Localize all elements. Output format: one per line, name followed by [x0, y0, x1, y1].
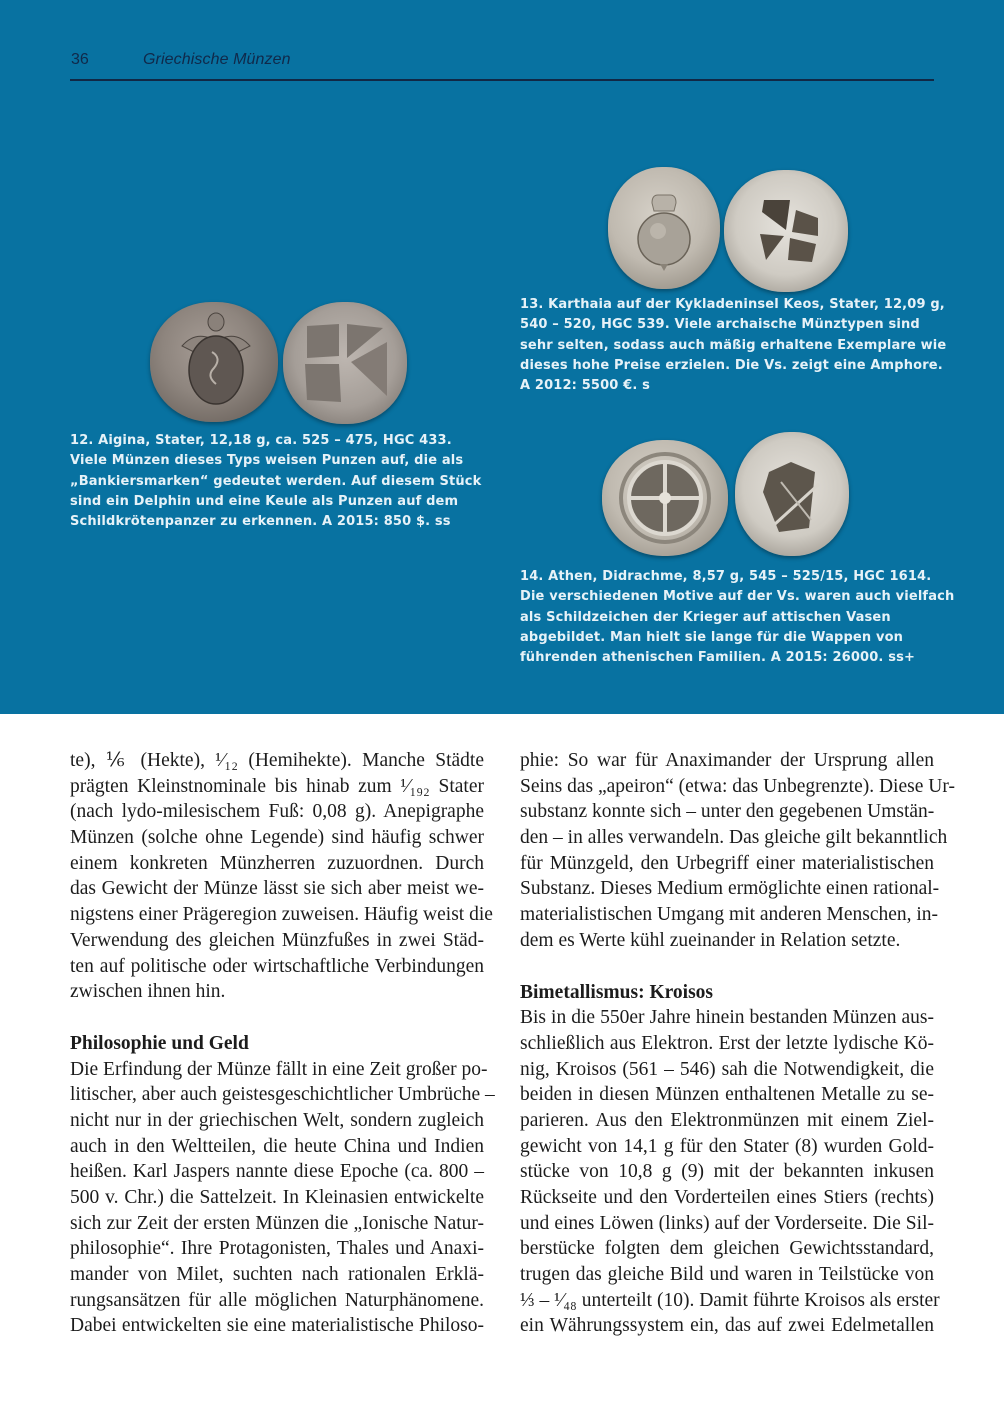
body-line: den – in alles verwandeln. Das gleiche gilt bekanntlich — [520, 827, 948, 849]
body-line: einem konkreten Münzherren zuzuordnen. Durch — [70, 852, 484, 874]
caption-line: sind ein Delphin und eine Keule als Punzen auf dem — [70, 493, 459, 509]
page-number: 36 — [71, 51, 89, 68]
body-line: materialistischen Umgang mit anderen Menschen, in- — [520, 904, 939, 926]
body-line: sich zur Zeit der ersten Münzen die „Ionische Natur- — [70, 1212, 484, 1234]
caption-line: „Bankiersmarken“ gedeutet werden. Auf diesem Stück — [70, 473, 482, 489]
right-text-column — [520, 748, 955, 1339]
caption-line: führenden athenischen Familien. A 2015: 26000. ss+ — [520, 650, 916, 666]
body-line: Die Erfindung der Münze fällt in eine Zeit großer po- — [70, 1058, 488, 1080]
paragraph-gap — [70, 1005, 484, 1031]
body-line: das Gewicht der Münze lässt sie sich aber meist we- — [70, 878, 484, 900]
body-line: parieren. Aus den Elektronmünzen mit einem Ziel- — [520, 1109, 934, 1131]
body-line: ein Währungssystem ein, das auf zwei Edelmetallen — [520, 1315, 934, 1337]
caption-line: Die verschiedenen Motive auf der Vs. waren auch vielfach — [520, 589, 955, 605]
body-line: Münzen (solche ohne Legende) sind häufig schwer — [70, 827, 484, 849]
caption-line: Schildkrötenpanzer zu erkennen. A 2015: 850 $. ss — [70, 514, 451, 530]
body-line: Dabei entwickelten sie eine materialistische Philoso- — [70, 1315, 484, 1337]
caption-line: 12. Aigina, Stater, 12,18 g, ca. 525 – 475, HGC 433. — [70, 433, 452, 448]
figure-12-caption — [70, 431, 481, 532]
body-line: philosophie“. Ihre Protagonisten, Thales und Anaxi- — [70, 1238, 484, 1260]
section-heading: Philosophie und Geld — [70, 1032, 249, 1054]
body-line: ten auf politische oder wirtschaftliche Verbindungen — [70, 955, 484, 977]
paragraph-gap — [520, 954, 934, 980]
body-line: Bis in die 550er Jahre hinein bestanden Münzen aus- — [520, 1007, 934, 1029]
turtle-coin-obverse-icon — [150, 302, 278, 422]
caption-line: dieses hohe Preise erzielen. Die Vs. zeigt eine Amphore. — [520, 357, 943, 373]
body-line: (nach lydo-milesischem Fuß: 0,08 g). Anepigraphe — [70, 801, 484, 823]
incuse-square-coin-reverse-icon — [283, 302, 407, 424]
chapter-title: Griechische Münzen — [143, 51, 291, 68]
body-line: rungsansätzen für alle möglichen Naturphänomene. — [70, 1289, 484, 1311]
body-line: und eines Löwen (links) auf der Vorderseite. Die Sil- — [520, 1212, 934, 1234]
amphora-coin-obverse-icon — [608, 167, 720, 289]
body-line: 500 v. Chr.) die Sattelzeit. In Kleinasien entwickelte — [70, 1187, 484, 1208]
body-line: zwischen ihnen hin. — [70, 981, 226, 1003]
body-line: trugen das gleiche Bild und waren in Teilstücke von — [520, 1264, 934, 1286]
body-line: berstücke folgten dem gleichen Gewichtsstandard, — [520, 1238, 934, 1260]
body-line: schließlich aus Elektron. Erst der letzte lydische Kö- — [520, 1032, 934, 1054]
body-line: prägten Kleinstnominale bis hinab zum ¹⁄₁₉₂ Stater — [70, 775, 484, 797]
incuse-square-coin-reverse-icon — [735, 432, 849, 556]
body-line: stücke von 10,8 g (9) mit der bekannten inkusen — [520, 1161, 934, 1183]
header-rule — [70, 79, 934, 81]
left-text-column — [70, 748, 495, 1339]
body-line: nigstens einer Prägeregion zuweisen. Häufig weist die — [70, 904, 493, 926]
figure-13-caption — [520, 295, 946, 396]
body-line: Rückseite und den Vorderteilen eines Stiers (rechts) — [520, 1187, 934, 1208]
caption-line: Viele Münzen dieses Typs weisen Punzen auf, die als — [70, 453, 464, 469]
caption-line: als Schildzeichen der Krieger auf attischen Vasen — [520, 609, 891, 625]
body-line: für Münzgeld, den Urbegriff einer materialistischen — [520, 852, 934, 874]
running-head — [70, 49, 934, 81]
incuse-square-coin-reverse-icon — [724, 170, 848, 292]
body-line: Substanz. Dieses Medium ermöglichte einen rational- — [520, 878, 940, 900]
caption-line: 13. Karthaia auf der Kykladeninsel Keos, Stater, 12,09 g, — [520, 297, 945, 312]
body-line: gewicht von 14,1 g für den Stater (8) wurden Gold- — [520, 1135, 934, 1157]
body-line: Verwendung des gleichen Münzfußes in zwei Städ- — [70, 929, 484, 951]
body-line: nicht nur in der griechischen Welt, sondern zugleich — [70, 1109, 484, 1131]
body-line: te), ⅙ (Hekte), ¹⁄₁₂ (Hemihekte). Manche Städte — [70, 750, 484, 771]
body-line: substanz konnte sich – unter den gegebenen Umstän- — [520, 801, 935, 823]
body-line: heißen. Karl Jaspers nannte diese Epoche (ca. 800 – — [70, 1161, 484, 1183]
section-heading: Bimetallismus: Kroisos — [520, 981, 714, 1003]
body-line: nig, Kroisos (561 – 546) sah die Notwendigkeit, die — [520, 1058, 934, 1080]
caption-line: 540 – 520, HGC 539. Viele archaische Münztypen sind — [520, 317, 920, 333]
caption-line: sehr selten, sodass auch mäßig erhaltene Exemplare wie — [520, 337, 947, 353]
caption-line: abgebildet. Man hielt sie lange für die Wappen von — [520, 629, 904, 645]
figure-14-caption — [520, 567, 954, 668]
caption-line: A 2012: 5500 €. s — [520, 378, 650, 394]
body-line: mander von Milet, suchten nach rationalen Erklä- — [70, 1264, 484, 1286]
body-line: auch in den Weltteilen, die heute China und Indien — [70, 1135, 484, 1157]
caption-line: 14. Athen, Didrachme, 8,57 g, 545 – 525/15, HGC 1614. — [520, 569, 932, 584]
body-line: litischer, aber auch geistesgeschichtlicher Umbrüche – — [70, 1084, 495, 1106]
body-line: dem es Werte kühl zueinander in Relation setzte. — [520, 929, 901, 951]
body-line: phie: So war für Anaximander der Ursprung allen — [520, 750, 934, 771]
body-line: beiden in diesen Münzen enthaltenen Metalle zu se- — [520, 1084, 934, 1106]
body-line: Seins das „apeiron“ (etwa: das Unbegrenzte). Diese Ur- — [520, 775, 955, 797]
wheel-coin-obverse-icon — [602, 440, 728, 556]
body-line: ⅓ – ¹⁄₄₈ unterteilt (10). Damit führte Kroisos als erster — [520, 1289, 940, 1311]
